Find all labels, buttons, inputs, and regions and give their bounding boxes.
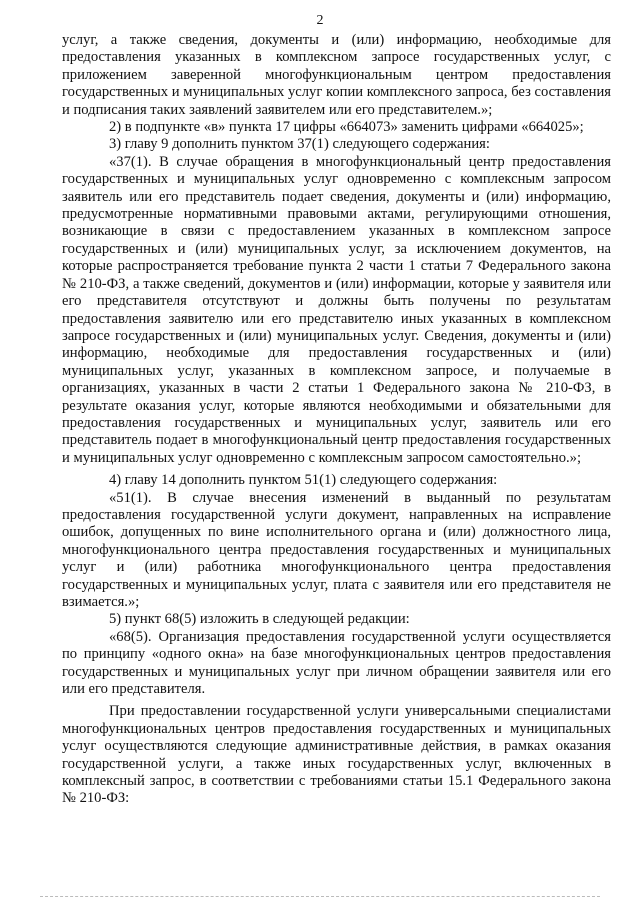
bottom-scan-edge — [40, 896, 600, 897]
paragraph-item-4: 4) главу 14 дополнить пунктом 51(1) следующего содержания: — [109, 472, 498, 489]
paragraph-clause-37-1: «37(1). В случае обращения в многофункциональный центр предоставления государственных и муниципальных услуг одновременно с комплексным запросом заявитель или его представитель подает сведения, документы и (или) информацию, предусмотренные нормативными правовыми актами, регулирующими отношения, возникающие в связи с предоставлением указанных в комплексном запросе государственных и (или) муниципальных услуг, за исключением документов, на которые распространяется требование пункта 2 части 1 статьи 7 Федерального закона № 210-ФЗ, а также сведений, документов и (или) информации, которые у заявителя или его представителя отсутствуют и должны быть получены по результатам предоставления заявителю или его представителю иных указанных в комплексном запросе государственных и (или) муниципальных услуг. Сведения, документы и (или) информацию, необходимые для предоставления государственных и (или) муниципальных услуг, указанных в комплексном запросе, и получаемые в организациях, указанных в части 2 статьи 1 Федерального закона № 210-ФЗ, в результате оказания услуг, которые являются необходимыми и обязательными для предоставления государственных и муниципальных услуг, заявитель или его представитель подает в многофункциональный центр предоставления государственных и муниципальных услуг одновременно с комплексным запросом самостоятельно.»; — [62, 153, 611, 466]
page-number: 2 — [316, 13, 324, 28]
paragraph-item-3: 3) главу 9 дополнить пунктом 37(1) следующего содержания: — [109, 136, 490, 153]
paragraph-item-5: 5) пункт 68(5) изложить в следующей редакции: — [109, 611, 410, 628]
paragraph-clause-51-1: «51(1). В случае внесения изменений в выданный по результатам предоставления государственной услуги документ, направленных на исправление ошибок, допущенных по вине исполнительного органа и (или) должностного лица, многофункционального центра предоставления государственных и муниципальных услуг и (или) работника многофункционального центра предоставления государственных и муниципальных услуг, плата с заявителя или его представителя не взимается.»; — [62, 489, 611, 610]
paragraph-clause-68-5-continued: При предоставлении государственной услуги универсальными специалистами многофункциональных центров предоставления государственных и муниципальных услуг осуществляются следующие административные действия, в рамках оказания государственной услуги, а также иных государственных услуг, включенных в комплексный запрос, в соответствии с требованиями статьи 15.1 Федерального закона № 210-ФЗ: — [62, 703, 611, 807]
paragraph-item-2: 2) в подпункте «в» пункта 17 цифры «664073» заменить цифрами «664025»; — [109, 119, 584, 136]
document-body — [62, 32, 611, 808]
paragraph-clause-68-5: «68(5). Организация предоставления государственной услуги осуществляется по принципу «одного окна» на базе многофункциональных центров предоставления государственных и муниципальных услуг при личном обращении заявителя или его или его представителя. — [62, 628, 611, 698]
paragraph-continuation: услуг, а также сведения, документы и (или) информацию, необходимые для предоставления указанных в комплексном запросе государственных услуг, с приложением заверенной многофункциональным центром предоставления государственных и муниципальных услуг копии комплексного запроса, без составления и подписания таких заявлений заявителем или его представителем.»; — [62, 32, 611, 118]
